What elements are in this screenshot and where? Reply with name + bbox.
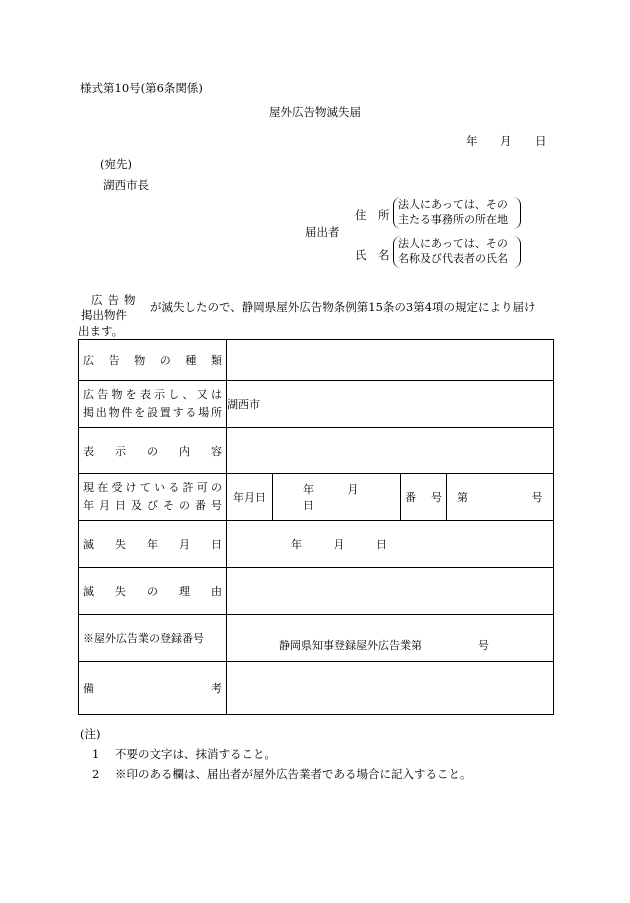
note-1-number: 1 (92, 747, 100, 761)
permit-label-line1: 現在受けている許可の (83, 481, 222, 494)
remarks-value-cell[interactable] (227, 662, 554, 715)
name-note-line1: 法人にあっては、その (398, 237, 508, 250)
note-1-text: 不要の文字は、抹消すること。 (114, 747, 276, 761)
table-row (79, 568, 554, 615)
loss-date-value[interactable] (227, 521, 554, 568)
loss-date-label: 滅失年月日 (79, 521, 227, 568)
loss-day-unit: 日 (376, 538, 387, 551)
ad-type-label: 広告物の種類 (79, 340, 227, 381)
statement-text-line2: 出ます。 (78, 324, 124, 338)
notifier-label: 届出者 (305, 225, 340, 239)
note-1 (92, 746, 276, 762)
note-2-text: ※印のある欄は、届出者が屋外広告業者である場合に記入すること。 (114, 767, 472, 781)
ad-type-value-cell[interactable] (227, 340, 554, 381)
permit-number-value[interactable] (447, 474, 554, 521)
permit-day-unit: 日 (303, 499, 314, 512)
permit-number-label: 番号 (401, 474, 447, 521)
permit-year-unit: 年 (303, 483, 314, 496)
form-number: 様式第10号(第6条関係) (80, 81, 203, 95)
display-content-label: 表示の内容 (79, 428, 227, 474)
table-row (79, 615, 554, 662)
registration-label: ※屋外広告業の登録番号 (79, 615, 227, 662)
loss-reason-label: 滅失の理由 (79, 568, 227, 615)
statement-text-line1: が滅失したので、静岡県屋外広告物条例第15条の3第4項の規定により届け (150, 300, 536, 314)
location-label-line2: 掲出物件を設置する場所 (83, 406, 222, 419)
location-label (79, 381, 227, 428)
address-label-2: 所 (378, 208, 390, 222)
registration-suffix: 号 (478, 639, 489, 652)
note-2 (92, 766, 471, 782)
permit-date-label: 年月日 (227, 474, 273, 521)
table-row (79, 521, 554, 568)
permit-number-prefix: 第 (457, 491, 468, 504)
address-label-1: 住 (355, 208, 367, 222)
address-note-line1: 法人にあっては、その (398, 198, 508, 211)
location-label-line1: 広告物を表示し、又は (83, 388, 222, 401)
statement-prefix-line2: 掲出物件 (81, 308, 127, 322)
table-row (79, 428, 554, 474)
permit-date-value[interactable] (273, 474, 401, 521)
loss-year-unit: 年 (291, 538, 302, 551)
display-content-value-cell[interactable] (227, 428, 554, 474)
registration-prefix: 静岡県知事登録屋外広告業第 (279, 639, 422, 652)
name-note-line2: 名称及び代表者の氏名 (398, 252, 508, 265)
table-row (79, 340, 554, 381)
table-row (79, 474, 554, 521)
statement-prefix-line1: 広告物 (91, 293, 141, 307)
name-note-bracket (393, 236, 521, 268)
notification-table (78, 339, 554, 715)
location-value[interactable]: 湖西市 (227, 381, 554, 428)
recipient-name: 湖西市長 (103, 178, 149, 192)
name-label-2: 名 (378, 248, 390, 262)
permit-month-unit: 月 (347, 483, 359, 496)
date-day-label: 日 (535, 134, 547, 148)
form-title: 屋外広告物滅失届 (269, 105, 361, 119)
registration-wrap (227, 615, 553, 661)
address-note-bracket (393, 197, 521, 229)
registration-value[interactable] (227, 615, 554, 662)
name-label-1: 氏 (355, 248, 367, 262)
permit-label (79, 474, 227, 521)
loss-month-unit: 月 (333, 538, 345, 551)
date-month-label: 月 (500, 134, 512, 148)
address-note-line2: 主たる事務所の所在地 (398, 213, 508, 226)
loss-reason-value-cell[interactable] (227, 568, 554, 615)
registration-text (279, 637, 489, 653)
notes-heading: (注) (80, 727, 101, 741)
remarks-label: 備考 (79, 662, 227, 715)
permit-label-line2: 年月日及びその番号 (83, 499, 222, 512)
table-row (79, 381, 554, 428)
permit-number-suffix: 号 (531, 491, 543, 504)
table-row (79, 662, 554, 715)
date-year-label: 年 (466, 134, 478, 148)
addressee-label: (宛先) (100, 157, 132, 171)
note-2-number: 2 (92, 767, 100, 781)
